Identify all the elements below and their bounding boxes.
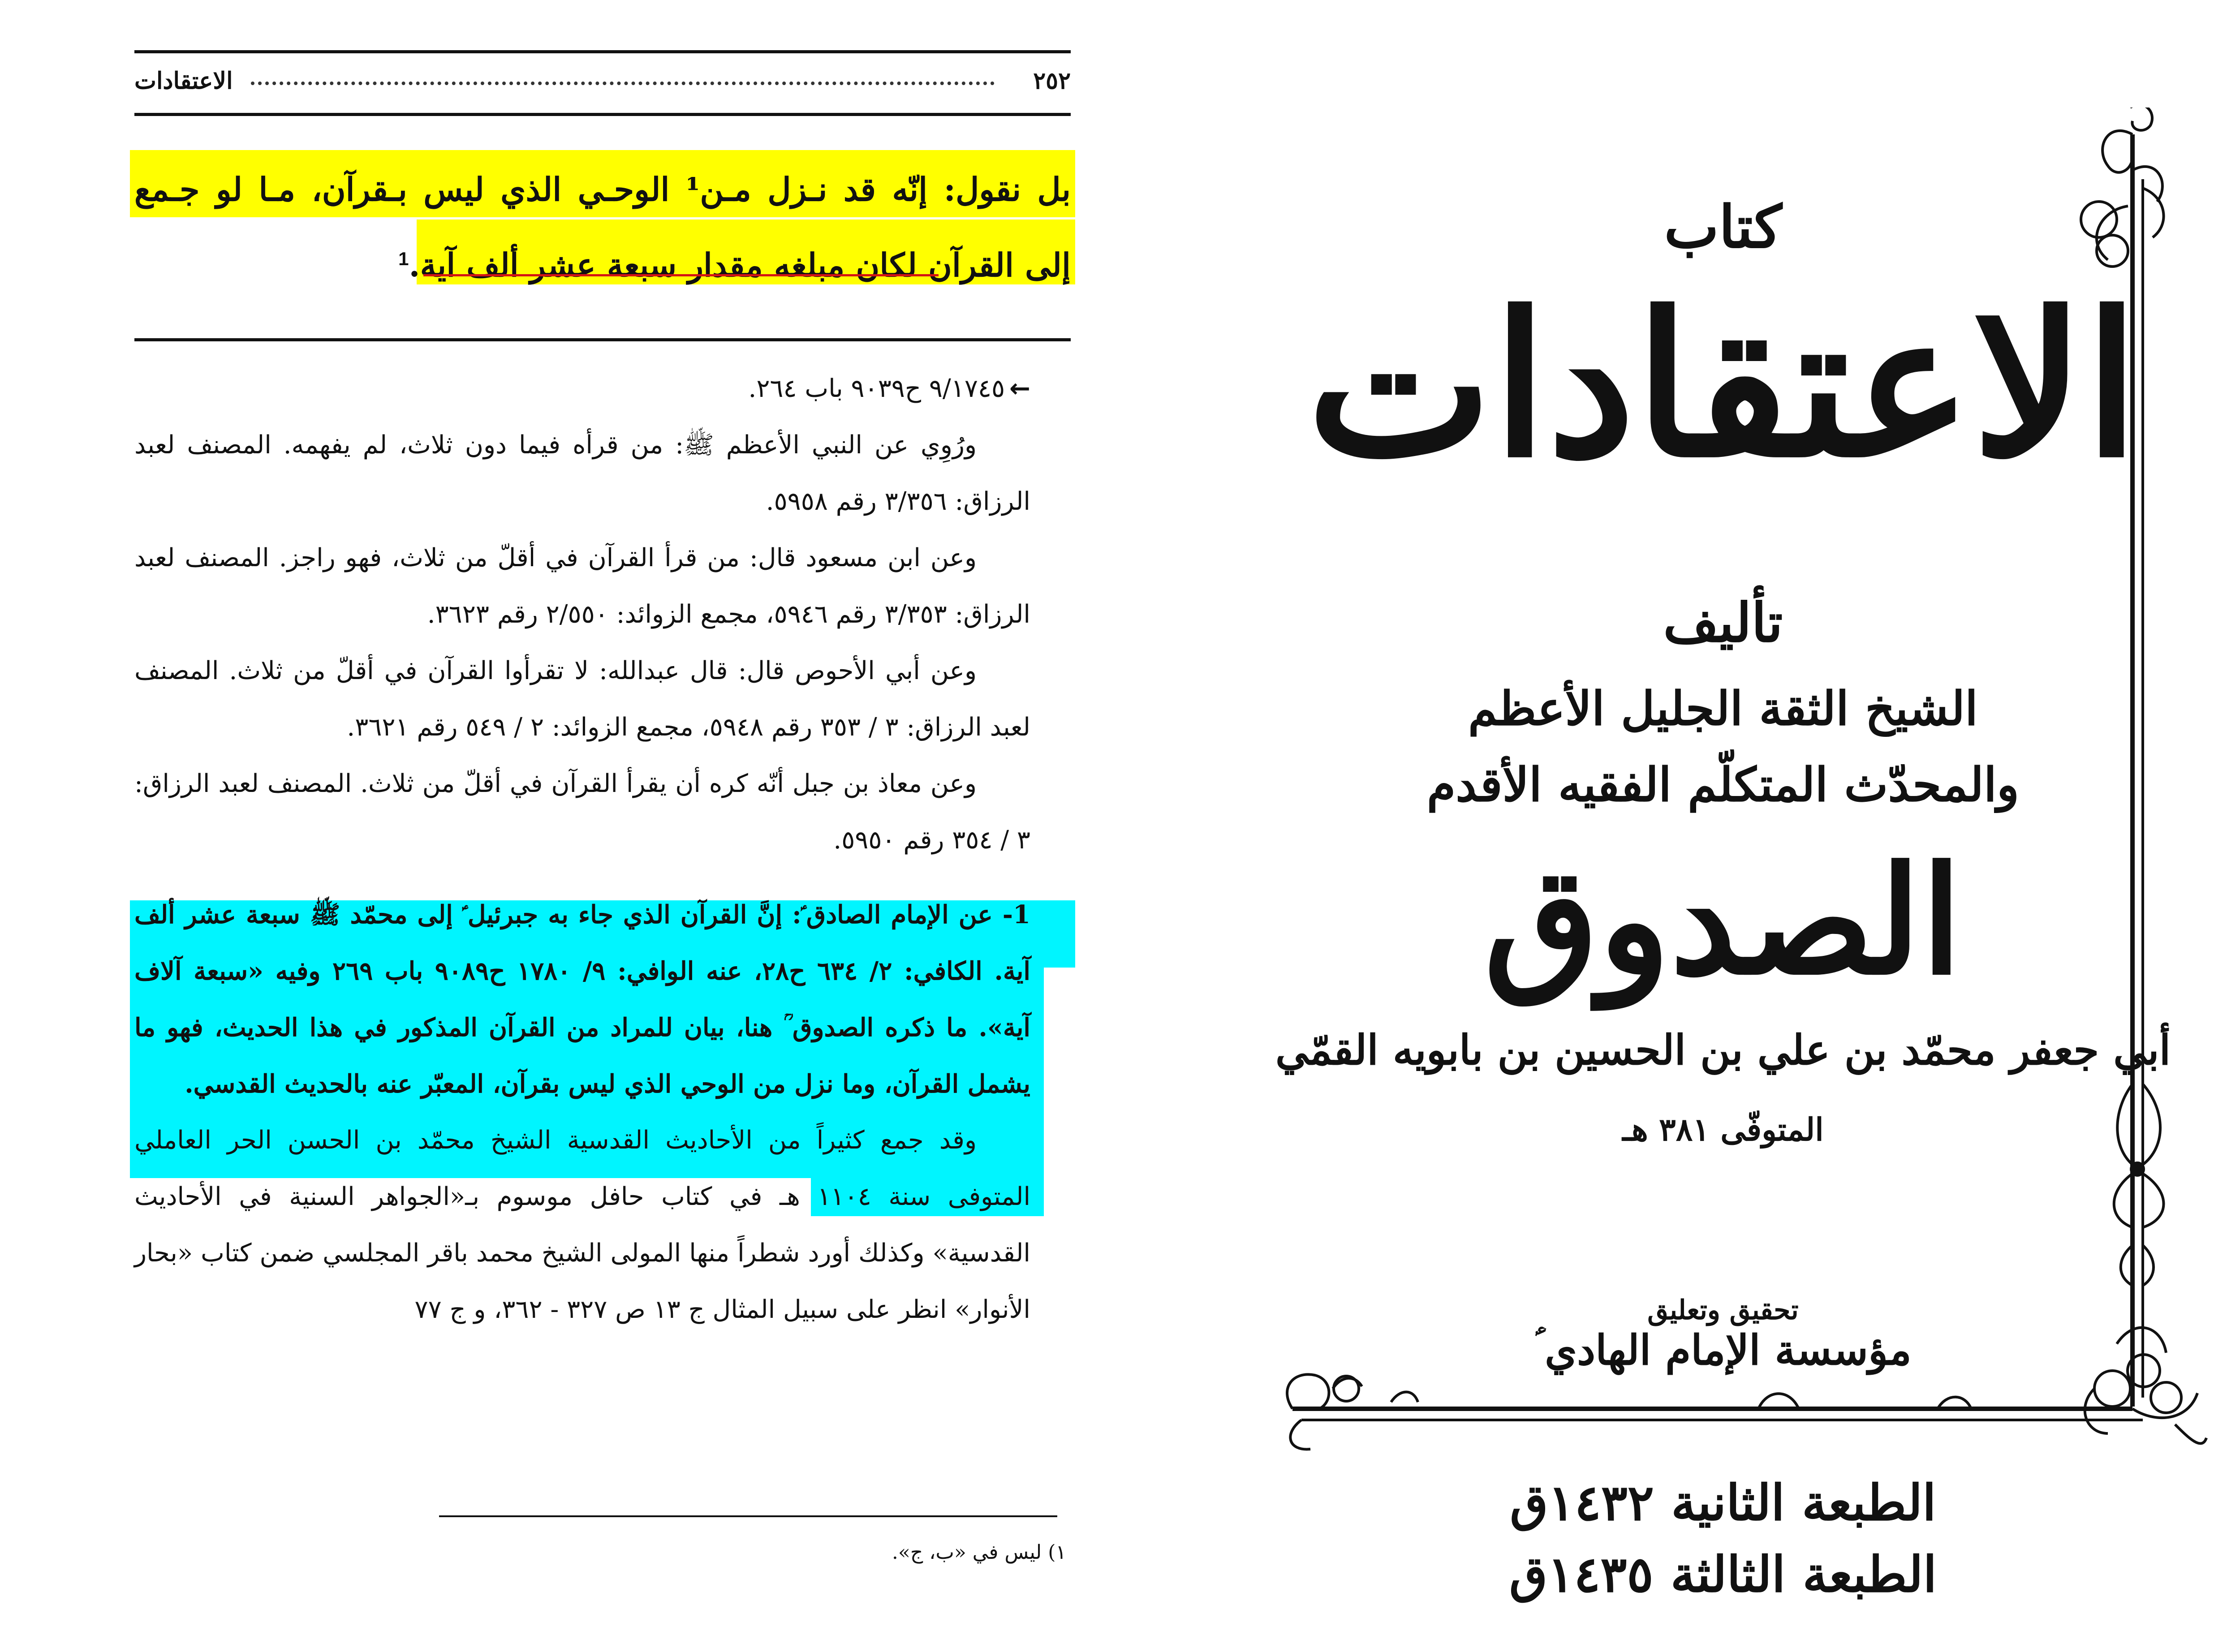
right-page xyxy=(1147,0,2240,1652)
section-rule xyxy=(134,338,1071,341)
reference-line xyxy=(134,361,1030,417)
highlighted-passage xyxy=(134,155,1071,300)
passage-line-2-text: إلى القرآن لكان مبلغه مقدار سبعة عشر ألف آية. xyxy=(409,246,1071,284)
passage-line-1: بل نقول: إنّه قد نـزل مـن¹ الوحـي الذي ليس بـقرآن، مـا لو جـمع xyxy=(134,170,1071,208)
book-word: كتاب xyxy=(1664,193,1782,261)
honorific-line-1: الشيخ الثقة الجليل الأعظم xyxy=(1468,681,1978,736)
book-title: الاعتقادات xyxy=(1307,269,2139,501)
highlighted-note: 1- عن الإمام الصادق ؑ: إنَّ القرآن الذي جاء به جبرئيل ؑ إلى محمّد ﷺ سبعة عشر ألف آية. الكافي: ٢/ ٦٣٤ ح٢٨، عنه الوافي: ٩/ ١٧٨٠ ح٩٠٨٩ باب ٢٦٩ وفيه «سبعة آلاف آية». ما ذكره الصدوق ؒ هنا، بيان للمراد من القرآن المذكور في هذا الحديث، فهو ما يشمل القرآن، وما نزل من الوحي الذي ليس بقرآن، المعبّر عنه بالحديث القدسي. xyxy=(134,900,1030,1099)
header-top-rule xyxy=(134,50,1071,53)
note-para-5: وقد جمع كثيراً من الأحاديث القدسية الشيخ محمّد بن الحسن الحر العاملي المتوفى سنة ١١٠٤ هـ في كتاب حافل موسوم بـ«الجواهر السنية في الأحاديث القدسية» وكذلك أورد شطراً منها المولى الشيخ محمد باقر المجلسي ضمن كتاب «بحار الأنوار» انظر على سبيل المثال ج ١٣ ص ٣٢٧ - ٣٦٢، و ج ٧٧ xyxy=(134,1126,1030,1324)
note-para-2: وعن ابن مسعود قال: من قرأ القرآن في أقلّ من ثلاث، فهو راجز. المصنف لعبد الرزاق: ٣/٣٥٣ رقم ٥٩٤٦، مجمع الزوائد: ٢/٥٥٠ رقم ٣٦٢٣. xyxy=(134,543,1030,629)
author-full-name: أبي جعفر محمّد بن علي بن الحسين بن بابويه القمّي xyxy=(1275,1026,2171,1074)
footnote-marker: 1 xyxy=(398,248,409,269)
passage-line-2 xyxy=(134,224,1071,300)
running-title: الاعتقادات xyxy=(134,67,233,95)
note-para-4: وعن معاذ بن جبل أنّه كره أن يقرأ القرآن في أقلّ من ثلاث. المصنف لعبد الرزاق: ٣ / ٣٥٤ رقم ٥٩٥٠. xyxy=(134,769,1030,855)
arrow-left-icon: ← xyxy=(1009,374,1030,403)
third-edition: الطبعة الثالثة ١٤٣٥ق xyxy=(1509,1545,1937,1603)
header-bottom-rule xyxy=(134,113,1071,116)
page-number: ٢٥٢ xyxy=(1033,67,1071,95)
running-header xyxy=(134,63,1071,103)
death-date: المتوفّى ٣٨١ هـ xyxy=(1622,1111,1824,1148)
second-edition: الطبعة الثانية ١٤٣٢ق xyxy=(1510,1474,1936,1532)
reference-text: ٩/١٧٤٥ ح٩٠٣٩ باب ٢٦٤. xyxy=(748,374,1005,403)
author-title: الصدوق xyxy=(1484,834,1962,1007)
notes-section xyxy=(134,361,1030,1338)
red-underline xyxy=(423,274,939,276)
author-label: تأليف xyxy=(1663,591,1783,654)
leader-dots xyxy=(251,82,995,85)
footnote-rule xyxy=(439,1515,1057,1517)
institution-name: مؤسسة الإمام الهادي ؑ xyxy=(1534,1326,1912,1374)
note-para-1: ورُوِي عن النبي الأعظم ﷺ: من قرأه فيما دون ثلاث، لم يفهمه. المصنف لعبد الرزاق: ٣/٣٥٦ رقم ٥٩٥٨. xyxy=(134,430,1030,516)
honorific-line-2: والمحدّث المتكلّم الفقيه الأقدم xyxy=(1426,757,2020,812)
note-para-3: وعن أبي الأحوص قال: قال عبدالله: لا تقرأوا القرآن في أقلّ من ثلاث. المصنف لعبد الرزاق: ٣ / ٣٥٣ رقم ٥٩٤٨، مجمع الزوائد: ٢ / ٥٤٩ رقم ٣٦٢١. xyxy=(134,656,1030,742)
editing-label: تحقيق وتعليق xyxy=(1647,1295,1799,1326)
footnote: ١) ليس في «ب، ج». xyxy=(892,1541,1066,1564)
